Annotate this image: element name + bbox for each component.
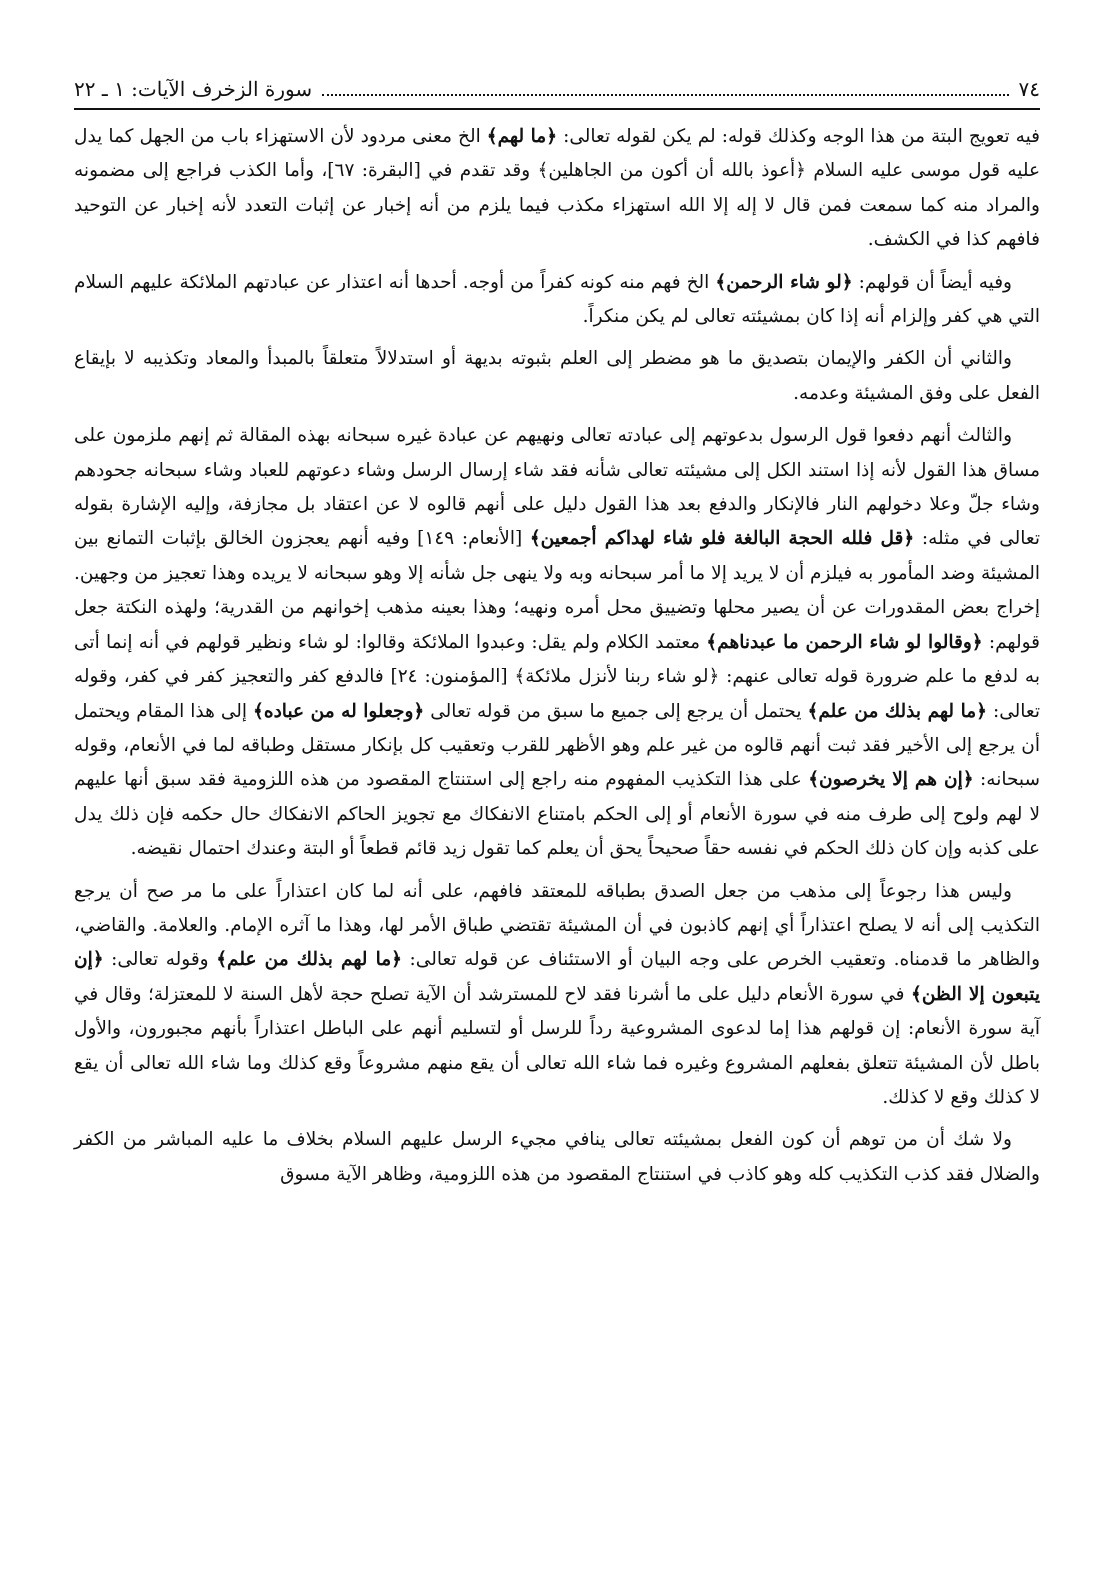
text-run: وقد تقدم في [البقرة: ٦٧]، وأما الكذب فراجع إلى مضمونه والمراد منه كما سمعت فمن قال لا إله إلا الله استهزاء مكذب فيما يلزم من أنه إخبار عن إثبات التعدد لأنه إخبار عن التوحيد فافهم كذا في الكشف. (74, 160, 1040, 251)
surah-title: سورة الزخرف الآيات: ١ ـ ٢٢ (74, 77, 313, 101)
text-run: معتمد الكلام ولم يقل: وعبدوا الملائكة وقالوا: لو شاء ونظير قولهم في أنه إنما أتى به لدفع ما علم ضرورة قوله تعالى عنهم: (74, 631, 1040, 688)
quran-quote: ﴿ما لهم بذلك من علم﴾ (216, 949, 402, 971)
text-run: الخ فهم منه كونه كفراً من أوجه. أحدها أنه اعتذار عن عبادتهم الملائكة عليهم السلام التي هي كفر وإلزام أنه إذا كان بمشيئته تعالى لم يكن منكراً. (74, 271, 1040, 328)
quran-quote: ﴿وجعلوا له من عباده﴾ (253, 700, 425, 722)
paragraph (74, 1123, 1040, 1192)
quran-quote: ﴿ما لهم﴾ (486, 126, 558, 147)
text-run: يحتمل أن يرجع إلى جميع ما سبق من قوله تعالى (424, 700, 808, 722)
quran-quote: ﴿لو شاء الرحمن﴾ (715, 271, 853, 293)
text-run: ﴿لو شاء ربنا لأنزل ملائكة﴾ (514, 666, 720, 688)
text-run: فيه تعويج البتة من هذا الوجه وكذلك قوله: لم يكن لقوله تعالى: (557, 126, 1041, 147)
quran-quote: ﴿قل فلله الحجة البالغة فلو شاء لهداكم أجمعين﴾ (529, 528, 915, 550)
paragraph (74, 342, 1040, 411)
text-run: [الأنعام: ١٤٩] وفيه أنهم يعجزون الخالق بإثبات التمانع بين المشيئة وضد المأمور به فيلزم أن لا يريد إلا ما أمر سبحانه وبه ولا ينهى جل شأنه إلا وهو سبحانه لا يريده وهذا تعجيز من وجهين. إخراج بعض المقدورات عن أن يصير محلها وتضييق محل أمره ونهيه؛ وهذا بعينه مذهب إخوانهم من القدرية؛ ولهذه النكتة جعل قولهم: (74, 528, 1040, 653)
paragraph (74, 419, 1040, 866)
text-run: في سورة الأنعام دليل على ما أشرنا فقد لاح للمسترشد أن الآية تصلح حجة لأهل السنة لا للمعتزلة؛ وقال في آية سورة الأنعام: إن قولهم هذا إما لدعوى المشروعية رداً للرسل أو لتسليم أنهم على الباطل اعتذاراً بأنهم مجبورون، والأول باطل لأن المشيئة تتعلق بفعلهم المشروع وغيره فما شاء الله تعالى أن يقع منهم مشروعاً وقع كذلك وما شاء الله تعالى أن يقع لا كذلك وقع لا كذلك. (74, 983, 1040, 1108)
paragraph (74, 266, 1040, 335)
paragraph (74, 875, 1040, 1116)
page-number: ٧٤ (1018, 77, 1040, 101)
paragraph (74, 120, 1040, 258)
body-text (74, 120, 1040, 1192)
text-run: ﴿أعوذ بالله أن أكون من الجاهلين﴾ (537, 160, 807, 182)
text-run: وليس هذا رجوعاً إلى مذهب من جعل الصدق بطباقه للمعتقد فافهم، على أنه لما كان اعتذاراً على ما مر صح أن يرجع التكذيب إلى أنه لا يصلح اعتذاراً أي إنهم كاذبون في أن المشيئة تقتضي طباق الأمر لها، وهذا ما آثره الإمام. والعلامة. والقاضي، والظاهر ما قدمناه. وتعقيب الخرص على وجه البيان أو الاستئناف عن قوله تعالى: (74, 880, 1040, 971)
quran-quote: ﴿ما لهم بذلك من علم﴾ (807, 700, 987, 722)
quran-quote: ﴿إن يتبعون إلا الظن﴾ (74, 949, 1040, 1005)
text-run: إلى هذا المقام ويحتمل أن يرجع إلى الأخير فقد ثبت أنهم قالوه من غير علم وهو الأظهر للقرب وتعقيب كل بإنكار مستقل وطباقه لما في الأنعام، وقوله سبحانه: (74, 700, 1041, 791)
quran-quote: ﴿وقالوا لو شاء الرحمن ما عبدناهم﴾ (706, 631, 983, 653)
text-run: وقوله تعالى: (103, 949, 217, 971)
text-run: والثالث أنهم دفعوا قول الرسول بدعوتهم إلى عبادته تعالى ونهيهم عن عبادة غيره سبحانه بهذه المقالة ثم إنهم ملزمون على مساق هذا القول لأنه إذا استند الكل إلى مشيئته تعالى شأنه فقد شاء إرسال الرسل وشاء دعوتهم للعباد وشاء سبحانه جحودهم وشاء جلّ وعلا دخولهم النار فالإنكار والدفع بعد هذا القول دليل على أنهم قالوه لا عن اعتقاد بل مجازفة، وإليه الإشارة بقوله تعالى في مثله: (74, 425, 1040, 550)
running-header (74, 70, 1040, 110)
text-run: [المؤمنون: ٢٤] فالدفع كفر والتعجيز كفر في كفر، وقوله تعالى: (74, 666, 1040, 722)
text-run: ولا شك أن من توهم أن كون الفعل بمشيئته تعالى ينافي مجيء الرسل عليهم السلام بخلاف ما عليه المباشر من الكفر والضلال فقد كذب التكذيب كله وهو كاذب في استنتاج المقصود من هذه اللزومية، وظاهر الآية مسوق (74, 1129, 1040, 1185)
text-run: وفيه أيضاً أن قولهم: (852, 271, 1012, 293)
text-run: على هذا التكذيب المفهوم منه راجع إلى استنتاج المقصود من هذه اللزومية فقد سبق أنها عليهم لا لهم ولوح إلى طرف منه في سورة الأنعام أو إلى الحكم بامتناع الانفكاك مع تجويز الحاكم الانفكاك حال حكمه فإن ذلك يدل على كذبه وإن كان ذلك الحكم في نفسه حقاً صحيحاً يحق أن يعلم كما تقول زيد قائم قطعاً أو البتة وعندك احتمال نقيضه. (74, 769, 1040, 860)
text-run: والثاني أن الكفر والإيمان بتصديق ما هو مضطر إلى العلم بثبوته بديهة أو استدلالاً متعلقاً بالمبدأ والمعاد وتكذيبه لا بإيقاع الفعل على وفق المشيئة وعدمه. (74, 348, 1040, 404)
quran-quote: ﴿إن هم إلا يخرصون﴾ (808, 769, 974, 791)
text-run: الخ معنى مردود لأن الاستهزاء باب من الجهل كما يدل عليه قول موسى عليه السلام (74, 126, 1040, 182)
header-dot-leader (322, 94, 1008, 96)
book-page (74, 70, 1040, 1560)
